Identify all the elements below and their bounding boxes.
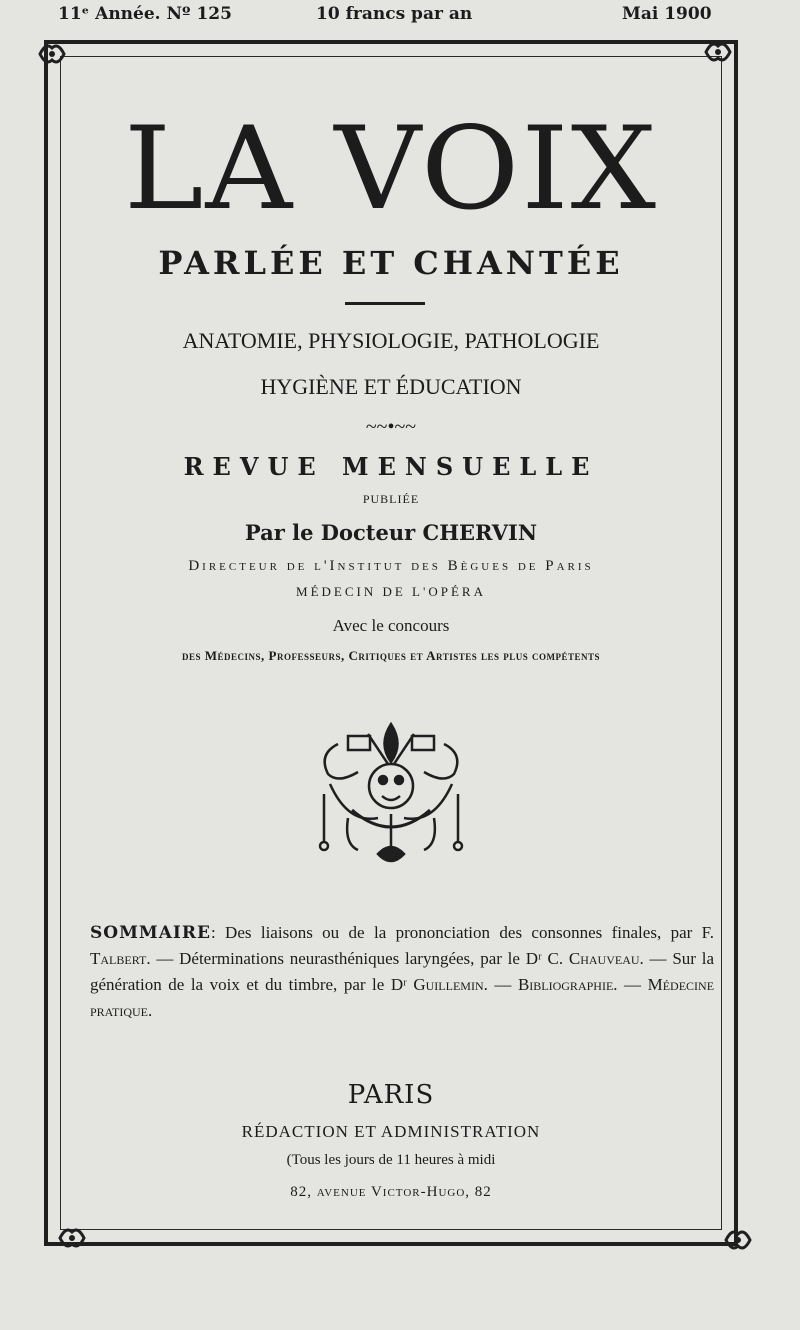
cover-page bbox=[62, 58, 720, 1228]
office-hours: (Tous les jours de 11 heures à midi bbox=[286, 1152, 496, 1168]
table-of-contents bbox=[90, 920, 714, 1024]
topics-line-1: ANATOMIE, PHYSIOLOGIE, PATHOLOGIE bbox=[182, 328, 600, 353]
contributors-intro: Avec le concours bbox=[332, 616, 450, 635]
revue-heading: REVUE MENSUELLE bbox=[183, 452, 599, 481]
topics-line-2: HYGIÈNE ET ÉDUCATION bbox=[260, 374, 522, 399]
sommaire-text: . bbox=[148, 1001, 153, 1020]
sommaire-text: . — bbox=[483, 975, 512, 994]
contributors-line: des Médecins, Professeurs, Critiques et Artistes les plus compétents bbox=[181, 648, 601, 663]
publisher-city: PARIS bbox=[347, 1080, 435, 1110]
publiee-label: PUBLIÉE bbox=[362, 492, 420, 506]
ornament-divider: ~~•~~ bbox=[365, 416, 417, 438]
fleuron-corner-icon bbox=[722, 1224, 754, 1256]
sommaire-text: . — bbox=[613, 975, 642, 994]
author-name: Talbert bbox=[90, 949, 147, 968]
issue-date: Mai 1900 bbox=[622, 4, 712, 24]
sommaire-text: : Des liaisons ou de la prononciation des consonnes finales, par F. bbox=[210, 923, 714, 942]
journal-title: LA VOIX bbox=[123, 103, 659, 236]
journal-subtitle: PARLÉE ET CHANTÉE bbox=[158, 244, 624, 282]
author-name: Chauveau bbox=[568, 949, 640, 968]
address-line: 82, avenue Victor-Hugo, 82 bbox=[290, 1184, 492, 1200]
issue-header bbox=[0, 4, 800, 28]
sommaire-label: SOMMAIRE bbox=[90, 923, 211, 943]
director-line: Directeur de l'Institut des Bègues de Paris bbox=[188, 558, 594, 574]
editor-line: Par le Docteur CHERVIN bbox=[244, 520, 538, 545]
divider-rule bbox=[345, 302, 425, 305]
opera-doctor-line: MÉDECIN DE L'OPÉRA bbox=[296, 584, 486, 599]
section-name: Médecine pratique bbox=[90, 975, 715, 1020]
sommaire-text: . — Sur la génération de la voix et du timbre, par le Dʳ bbox=[90, 949, 715, 994]
sommaire-text: . — Déterminations neurasthéniques laryngées, par le Dʳ C. bbox=[146, 949, 564, 968]
issue-number: 11ᵉ Année. Nº 125 bbox=[58, 4, 232, 24]
subscription-price: 10 francs par an bbox=[316, 4, 473, 24]
grotesque-mask-emblem-icon bbox=[308, 714, 474, 874]
author-name: Guillemin bbox=[413, 975, 484, 994]
redaction-line: RÉDACTION ET ADMINISTRATION bbox=[241, 1122, 541, 1141]
section-name: Bibliographie bbox=[517, 975, 614, 994]
